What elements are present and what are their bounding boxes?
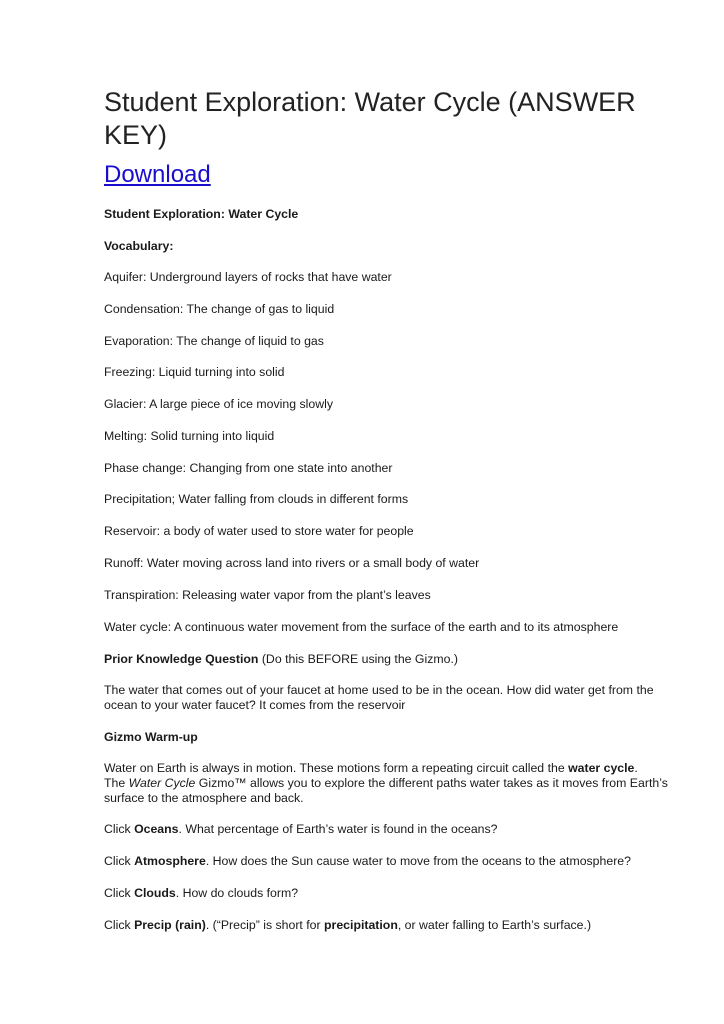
prior-knowledge-heading-line bbox=[104, 652, 684, 667]
warmup-heading: Gizmo Warm-up bbox=[104, 730, 198, 744]
warmup-question-atmosphere bbox=[104, 854, 684, 869]
vocab-item-water-cycle: Water cycle: A continuous water movement from the surface of the earth and to its atmosphere bbox=[104, 620, 619, 634]
vocab-item-melting: Melting: Solid turning into liquid bbox=[104, 429, 275, 443]
q2-start: Click bbox=[104, 854, 135, 868]
prior-knowledge-question: The water that comes out of your faucet at home used to be in the ocean. How did water get from the ocean to your water faucet? It comes from the reservoir bbox=[104, 683, 654, 712]
q4-mid: . (“Precip” is short for bbox=[205, 918, 325, 932]
q1-start: Click bbox=[104, 822, 135, 836]
vocabulary-heading: Vocabulary: bbox=[104, 239, 174, 253]
vocab-item-aquifer: Aquifer: Underground layers of rocks that have water bbox=[104, 270, 392, 284]
vocab-item-precipitation: Precipitation; Water falling from clouds in different forms bbox=[104, 492, 409, 506]
warmup-p1: Water on Earth is always in motion. These motions form a repeating circuit called the bbox=[104, 761, 569, 775]
download-link[interactable]: Download bbox=[104, 161, 211, 188]
vocab-item-freezing: Freezing: Liquid turning into solid bbox=[104, 365, 285, 379]
subtitle: Student Exploration: Water Cycle bbox=[104, 207, 299, 221]
warmup-intro bbox=[104, 761, 672, 806]
q3-term: Clouds bbox=[134, 886, 176, 900]
prior-knowledge-heading: Prior Knowledge Question bbox=[104, 652, 259, 666]
q3-end: . How do clouds form? bbox=[175, 886, 299, 900]
vocab-item-runoff: Runoff: Water moving across land into rivers or a small body of water bbox=[104, 556, 480, 570]
warmup-p2-end: Gizmo™ allows you to explore the different paths water takes as it moves from Earth’s surface to the atmosphere and back. bbox=[104, 776, 668, 805]
q1-end: . What percentage of Earth’s water is found in the oceans? bbox=[178, 822, 498, 836]
vocab-item-glacier: Glacier: A large piece of ice moving slowly bbox=[104, 397, 333, 411]
q3-start: Click bbox=[104, 886, 135, 900]
warmup-p1-end: . bbox=[634, 761, 638, 775]
q1-term: Oceans bbox=[134, 822, 179, 836]
q4-term-2: precipitation bbox=[324, 918, 398, 932]
warmup-question-oceans bbox=[104, 822, 684, 837]
vocab-item-transpiration: Transpiration: Releasing water vapor from the plant’s leaves bbox=[104, 588, 431, 602]
prior-knowledge-note: (Do this BEFORE using the Gizmo.) bbox=[258, 652, 458, 666]
q2-end: . How does the Sun cause water to move from the oceans to the atmosphere? bbox=[205, 854, 631, 868]
warmup-p2-gizmo-name: Water Cycle bbox=[128, 776, 196, 790]
vocab-item-condensation: Condensation: The change of gas to liquid bbox=[104, 302, 335, 316]
warmup-p2-start: The bbox=[104, 776, 129, 790]
vocab-item-reservoir: Reservoir: a body of water used to store water for people bbox=[104, 524, 414, 538]
vocab-item-evaporation: Evaporation: The change of liquid to gas bbox=[104, 334, 324, 348]
q4-end: , or water falling to Earth’s surface.) bbox=[397, 918, 592, 932]
page-title: Student Exploration: Water Cycle (ANSWER KEY) bbox=[104, 87, 636, 150]
q4-start: Click bbox=[104, 918, 135, 932]
vocab-item-phase-change: Phase change: Changing from one state into another bbox=[104, 461, 393, 475]
warmup-question-precip bbox=[104, 918, 684, 933]
q2-term: Atmosphere bbox=[134, 854, 206, 868]
q4-term: Precip (rain) bbox=[134, 918, 206, 932]
warmup-p1-term: water cycle bbox=[568, 761, 635, 775]
warmup-question-clouds bbox=[104, 886, 684, 901]
